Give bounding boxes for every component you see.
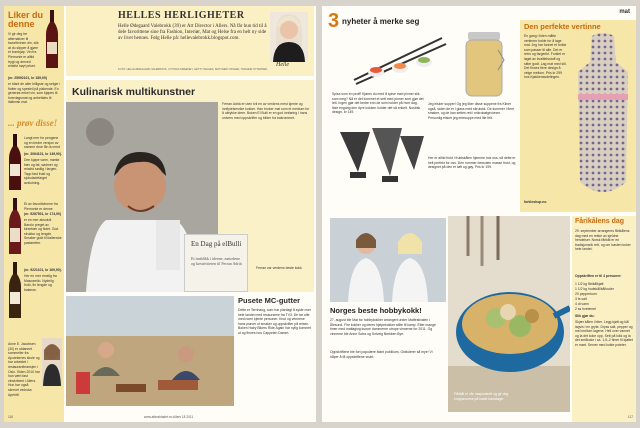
right-page <box>322 6 636 422</box>
kulinarisk-section <box>66 80 314 292</box>
chopsticks-photo <box>342 32 452 88</box>
farikal-heading: Fårikålens dag <box>575 218 625 225</box>
farikal-ingredient-1: 1 1/2 kg fårikålkjøtt <box>575 282 604 286</box>
folio-left: 116 <box>8 415 14 419</box>
farikal-section <box>572 216 636 422</box>
farikal-ingredient-5: 4 dl vann <box>575 302 589 306</box>
tre-item-1: Spise som en proff! Kjøres du med å spise med pinner slik som meg? Nå er det kommet et sett med pinner som gjør det lett. Ingen gjør det bedre enn de som holder på hver dag. Ikke engang den dyre kokken holder det så enkelt. Nordisk design, kr 149. <box>332 92 424 115</box>
author-portrait <box>42 338 62 386</box>
helle-portrait <box>270 12 308 62</box>
wine-intro: Vi gir deg tre alternativer til favorittvinen din, slik at du slipper å gjøre et bomkjøp. Vin fra Piemonte er alltid trygt og derved relativt høyt priset. <box>8 32 39 69</box>
wine2-text: Et av favorittvinene fra Piemonte er denne <box>24 202 58 211</box>
tre-item-2: Jeg elsker supper! Og jeg liker disse suppene fra Kilner også, siden de er i glass med skrulokk. De kommer i flere smaker, og de kan settes rett i mikrobølgeovnen. Personlig elsker jeg ertesuppe med lite fett. <box>428 102 515 120</box>
wine-bottle-image-1 <box>44 10 60 68</box>
farikal-recipe-intro: Oppskriften er til 4 personer: <box>575 274 622 278</box>
wine-bottle-image-4 <box>8 262 22 318</box>
prov-disse-heading: ... prøv disse! <box>8 118 58 128</box>
farikal-photo-caption: Fårikål er vår nasjonalrett og gir deg kroppsvarme på kalde høstdager. <box>454 392 509 401</box>
helles-header-box <box>66 6 314 76</box>
forkle-heading: Den perfekte vertinne <box>524 22 601 31</box>
farikal-photo <box>448 216 570 412</box>
forkle-body: En gang i tiden måtte vertinner forkle for å lage mat. Jeg har funnet et forkle som passer til alle. Det er retro og fargerikt. Forklet er laget av kvalitetsstoff og sitter godt. Lag mat med stil. Det finnes flere design å velge mellom. Pris kr 299 hos Kjøkkenavdelingen. <box>524 34 567 80</box>
wine-intro-2: er blant de aller billigste og selger i flotter og spesiell på piskende. En generøs enkel vin, som kjøpes til hverdagsmat og anbefales til italiensk mat. <box>8 82 61 105</box>
wine-price-1: (nr. 25992101, kr 189,90) <box>8 76 47 80</box>
wine1-text: Langt mer for pengene og en bedre versjon av samme drue får du med <box>24 136 60 150</box>
kulinarisk-body-2: Ferran Adrià er uten tvil en av verdens mest kjente og innflytelsesrike kokker. Han bruker mat som et medium for å uttrykke ideer. Boken El Bulli er en god innføring i hans univers med oppskrifter og bilder fra bakrommet. <box>222 102 310 120</box>
wine-sidebar-heading: Liker du denne <box>8 10 44 29</box>
farikal-intro: 29. september arrangeres fårikålens dag med en rekke av sjeldne hendelser. Norsk fårikål er en tradisjonsrik rett, og om høsten koker hele landet. <box>575 229 631 252</box>
helles-title: HELLES HERLIGHETER <box>118 10 245 21</box>
book-subtitle: Et innblikk i ideene, metodene og kreativiteten til Ferran Adrià <box>191 256 242 266</box>
helle-signature: Helle <box>276 62 289 68</box>
section-tag: mat <box>619 9 630 15</box>
farikal-ingredient-2: 1 1/2 kg hodekål/kålhoder <box>575 287 614 291</box>
hobbykokk-heading: Norges beste hobbykokk! <box>330 306 422 315</box>
wine-price-4: (nr. 9221101, kr 169,90). <box>24 268 62 272</box>
wine-price-3: (nr. 5287501, kr 174,90) <box>24 212 61 216</box>
chef-photo-caption: Ferran var verdens beste kokk <box>256 266 302 270</box>
bikers-photo <box>66 296 234 406</box>
book-title: En Dag på elBulli <box>191 240 242 248</box>
pusete-section <box>66 296 314 422</box>
tre-number: 3 <box>328 10 340 32</box>
kilner-jar-photo <box>462 30 506 98</box>
helles-body: Helle Ødegaard Valebrokk (39) er Art Director i Allers. Nå får hun tid til å dele favorittene sine fra Fashion, Interiør, Mat og Helse fra en helt ny side av livet hennes. Følg Helle på: hellevalebrokk.blogspot.com. <box>118 24 267 41</box>
wine3-more: Her en mer rimelig fra Mascarello. Nydelig frukt, fin lengde og balanse. <box>24 274 57 292</box>
wine-sidebar <box>4 6 64 422</box>
wine2-more: er en mer absolutt Barolo preget av kirsebær og fiolet. God struktur og lengde. Smaker godt til italienske pastaretter. <box>24 218 62 245</box>
wine-bottle-image-2 <box>8 134 22 190</box>
forkle-caption: forkleshop.no <box>524 200 547 204</box>
farikal-method: Skjær kålen i biter. Legg kjøtt og kål lagvis i en gryte. Dryss salt, pepper og mel mellom lagene. Hell over vannet og la det koke opp. Sett på lokk og la det småkoke i ca. 1,5–2 timer til kjøttet er mørt. Server med kokte poteter. <box>575 320 633 347</box>
forkle-sidebar <box>520 20 636 212</box>
folio-right: 117 <box>627 415 633 419</box>
pusete-heading: Pusete MC-gutter <box>238 296 301 305</box>
tre-nyheter-section <box>322 6 518 212</box>
farikal-method-heading: Slik gjør du: <box>575 314 595 318</box>
farikal-ingredient-3: 20 pepperkorn <box>575 292 597 296</box>
folio-left-url: www.allersbladet.no Allers 18 2011 <box>144 415 194 419</box>
fruit-bowl-photo <box>330 122 430 186</box>
wine1-more: Den kjøpe varm, mørke bær og fat, sødmer og relativt sødlig i fargen. Tapp fast frukt og sjokoladefarget avslutning. <box>24 158 60 185</box>
author-bio: Anne E. Jacobsen (30) er utdannet sommelier fra Apotekenes skole og har arbeidet i restaurantbransjen i Oslo. Siden 2010 har hun vært fast vinskribent i Allers. Hun har også skrevet vinboka Apéritif. <box>8 342 40 397</box>
el-bulli-book-cover <box>184 234 248 292</box>
helles-credit: FOTO: HELLE ØDEGAARD VALEBROKK, CYNTHIA SWEENEY, GETTY IMAGES, MATTHEW OSVAER, TORGEIR OTTERSEN <box>118 68 268 71</box>
farikal-ingredient-4: 3 ts salt <box>575 297 587 301</box>
wine-bottle-image-3 <box>8 198 22 254</box>
hobbykokk-section <box>322 216 446 422</box>
apron-photo <box>572 32 634 208</box>
hobbykokk-body: 27. august ble Mat for hobbykokker arrangert under Matfestivalen i Ålesund. Fire kokker og deres hjelpekokker stilte til kamp. Etter mange timer med matlaging kunne dommerne utrope vinnerne for 2011. Og vinnerne ble Anne Sotra og Solveig Brekken Bye. <box>330 318 436 336</box>
kulinarisk-heading: Kulinarisk multikunstner <box>72 86 196 98</box>
tre-heading: nyheter å merke seg <box>342 17 420 26</box>
hobbykokk-body-2: Oppskriftene ble fort populære blant publikum. Gratulerer så mye! Vi håper å få oppskriftene snart. <box>330 350 433 359</box>
pusete-body: Dette er Ternhaug, som har planlagt å sykle over hele landet med ressursene fra TV3. De tar ofte med noen kjente personer. Knut og vennene hans prøver ut smaker og oppskrifter på reisen. Boken Hairy Bikers Ride Again har nylig kommet ut og finnes hos Cappelen Damm. <box>238 308 312 335</box>
tre-item-3: Her er alltid frukt i fruktskålen hjemme hos oss, så dette er helt perfekt for oss. Den rommer dessuten masse frukt, og designet på den er tøft og gøy. Pris kr 199. <box>428 156 516 170</box>
farikal-ingredient-6: 2 ss hvetemel <box>575 307 596 311</box>
hobbykokk-photo <box>330 218 446 302</box>
left-page <box>4 6 316 422</box>
wine-price-2: (nr. 3064101, kr 149,90). <box>24 152 62 156</box>
